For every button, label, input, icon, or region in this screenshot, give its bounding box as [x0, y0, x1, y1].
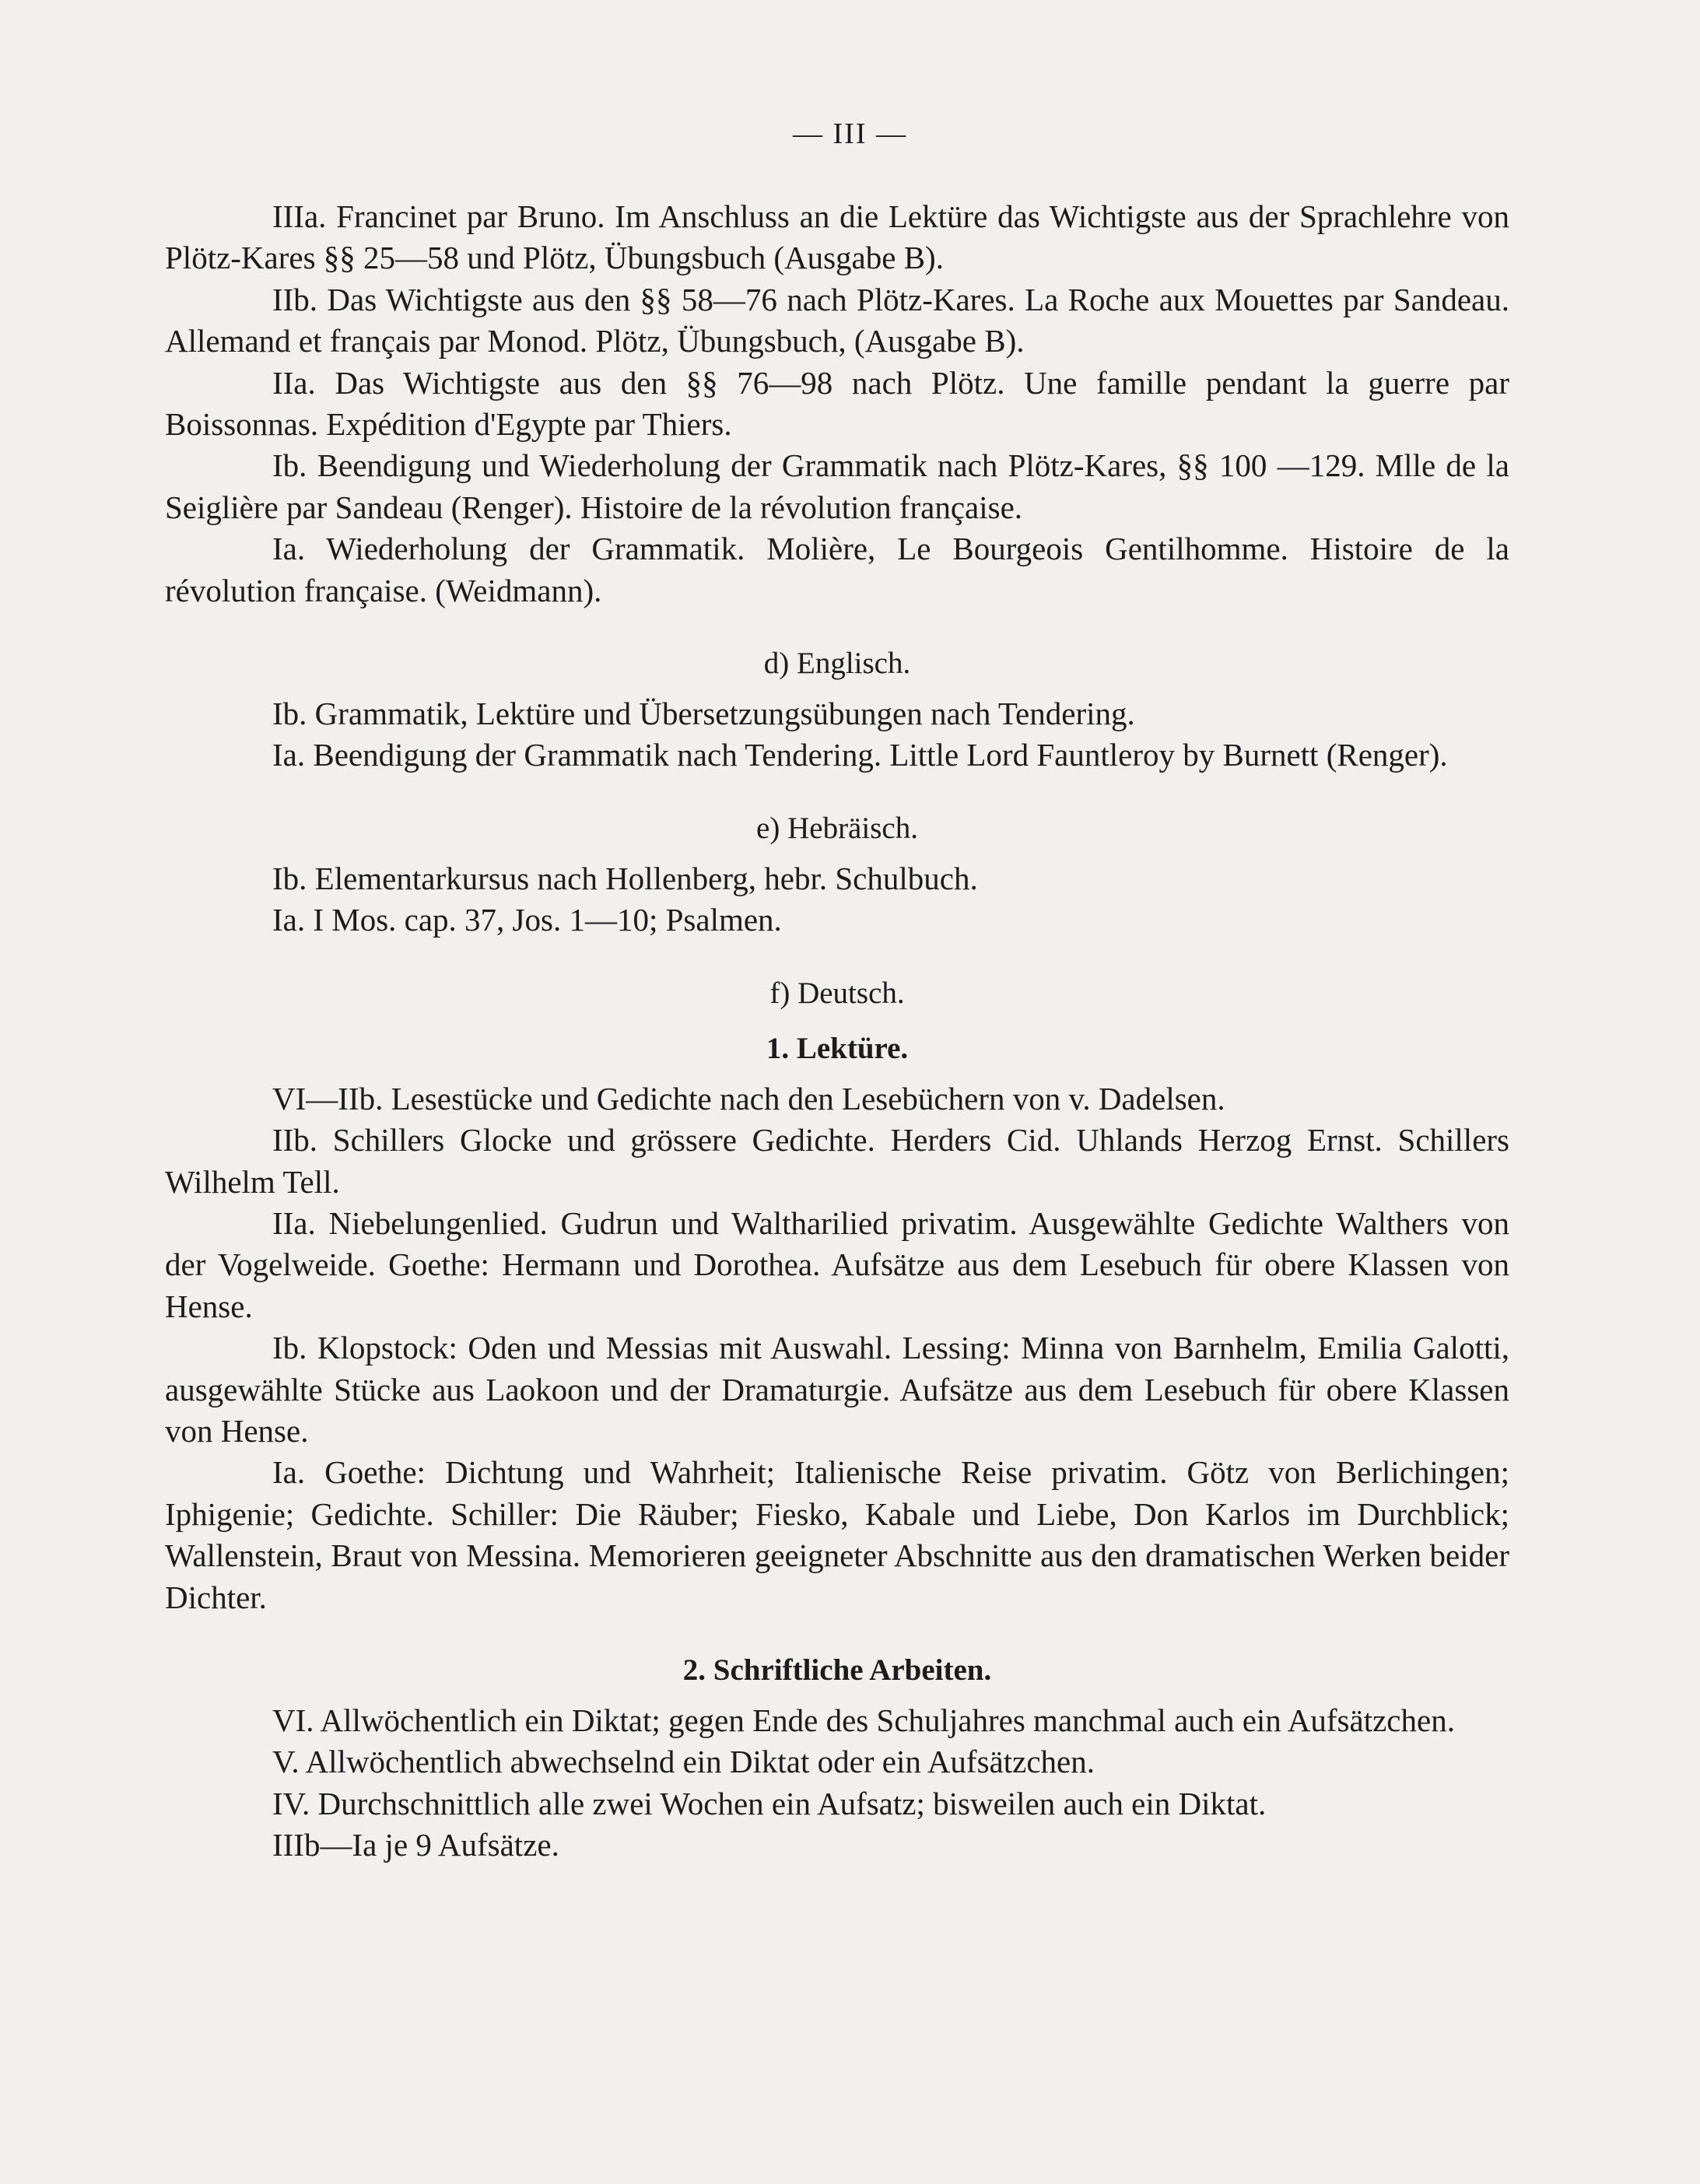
lektuere-paragraph-iia: IIa. Niebelungenlied. Gudrun und Waltharilied privatim. Ausgewählte Gedichte Walthers von der Vogelweide. Goethe: Hermann und Dorothea. Aufsätze aus dem Lesebuch für obere Klassen von Hense. — [165, 1204, 1509, 1324]
lektuere-paragraph-ia: Ia. Goethe: Dichtung und Wahrheit; Italienische Reise privatim. Götz von Berlichingen; Iphigenie; Gedichte. Schiller: Die Räuber; Fiesko, Kabale und Liebe, Don Karlos im Durchblick; Wallenstein, Braut von Messina. Memorieren geeigneter Abschnitte aus den dramatischen Werken beider Dichter. — [165, 1454, 1509, 1615]
subheading-schriftliche-arbeiten: 2. Schriftliche Arbeiten. — [682, 1653, 992, 1687]
subheading-lektuere: 1. Lektüre. — [766, 1031, 909, 1065]
page-content — [165, 196, 1509, 1867]
schriftlich-paragraph-iiib-ia: IIIb—Ia je 9 Aufsätze. — [272, 1827, 559, 1863]
schriftlich-paragraph-iv: IV. Durchschnittlich alle zwei Wochen ein Aufsatz; bisweilen auch ein Diktat. — [272, 1785, 1267, 1821]
section-heading-englisch: d) Englisch. — [763, 647, 911, 681]
englisch-paragraph-ia: Ia. Beendigung der Grammatik nach Tendering. Little Lord Fauntleroy by Burnett (Renger). — [272, 737, 1448, 773]
page-number: — III — — [793, 117, 907, 150]
lektuere-paragraph-ib: Ib. Klopstock: Oden und Messias mit Auswahl. Lessing: Minna von Barnhelm, Emilia Galotti, ausgewählte Stücke aus Laokoon und der Dramaturgie. Aufsätze aus dem Lesebuch für obere Klassen von Hense. — [165, 1330, 1509, 1449]
hebraeisch-paragraph-ib: Ib. Elementarkursus nach Hollenberg, hebr. Schulbuch. — [272, 860, 978, 896]
section-heading-deutsch: f) Deutsch. — [769, 976, 905, 1010]
french-paragraph-ia: Ia. Wiederholung der Grammatik. Molière, Le Bourgeois Gentilhomme. Histoire de la révolution française. (Weidmann). — [165, 531, 1509, 608]
section-heading-hebraeisch: e) Hebräisch. — [756, 811, 918, 845]
englisch-paragraph-ib: Ib. Grammatik, Lektüre und Übersetzungsübungen nach Tendering. — [272, 696, 1135, 732]
lektuere-paragraph-iib: IIb. Schillers Glocke und grössere Gedichte. Herders Cid. Uhlands Herzog Ernst. Schillers Wilhelm Tell. — [165, 1122, 1509, 1200]
french-paragraph-iia: IIa. Das Wichtigste aus den §§ 76—98 nach Plötz. Une famille pendant la guerre par Boissonnas. Expédition d'Egypte par Thiers. — [165, 364, 1509, 443]
schriftlich-paragraph-v: V. Allwöchentlich abwechselnd ein Diktat oder ein Aufsätzchen. — [272, 1744, 1095, 1780]
french-paragraph-iib: IIb. Das Wichtigste aus den §§ 58—76 nach Plötz-Kares. La Roche aux Mouettes par Sandeau. Allemand et français par Monod. Plötz, Übungsbuch, (Ausgabe B). — [165, 281, 1509, 359]
hebraeisch-paragraph-ia: Ia. I Mos. cap. 37, Jos. 1—10; Psalmen. — [272, 902, 782, 938]
schriftlich-paragraph-vi: VI. Allwöchentlich ein Diktat; gegen Ende des Schuljahres manchmal auch ein Aufsätzchen. — [272, 1702, 1455, 1738]
french-paragraph-iiia: IIIa. Francinet par Bruno. Im Anschluss an die Lektüre das Wichtigste aus der Sprachlehre von Plötz-Kares §§ 25—58 und Plötz, Übungsbuch (Ausgabe B). — [165, 198, 1509, 276]
lektuere-paragraph-vi-iib: VI—IIb. Lesestücke und Gedichte nach den Lesebüchern von v. Dadelsen. — [272, 1080, 1225, 1117]
french-paragraph-ib: Ib. Beendigung und Wiederholung der Grammatik nach Plötz-Kares, §§ 100 —129. Mlle de la Seiglière par Sandeau (Renger). Histoire de la révolution française. — [165, 447, 1509, 525]
